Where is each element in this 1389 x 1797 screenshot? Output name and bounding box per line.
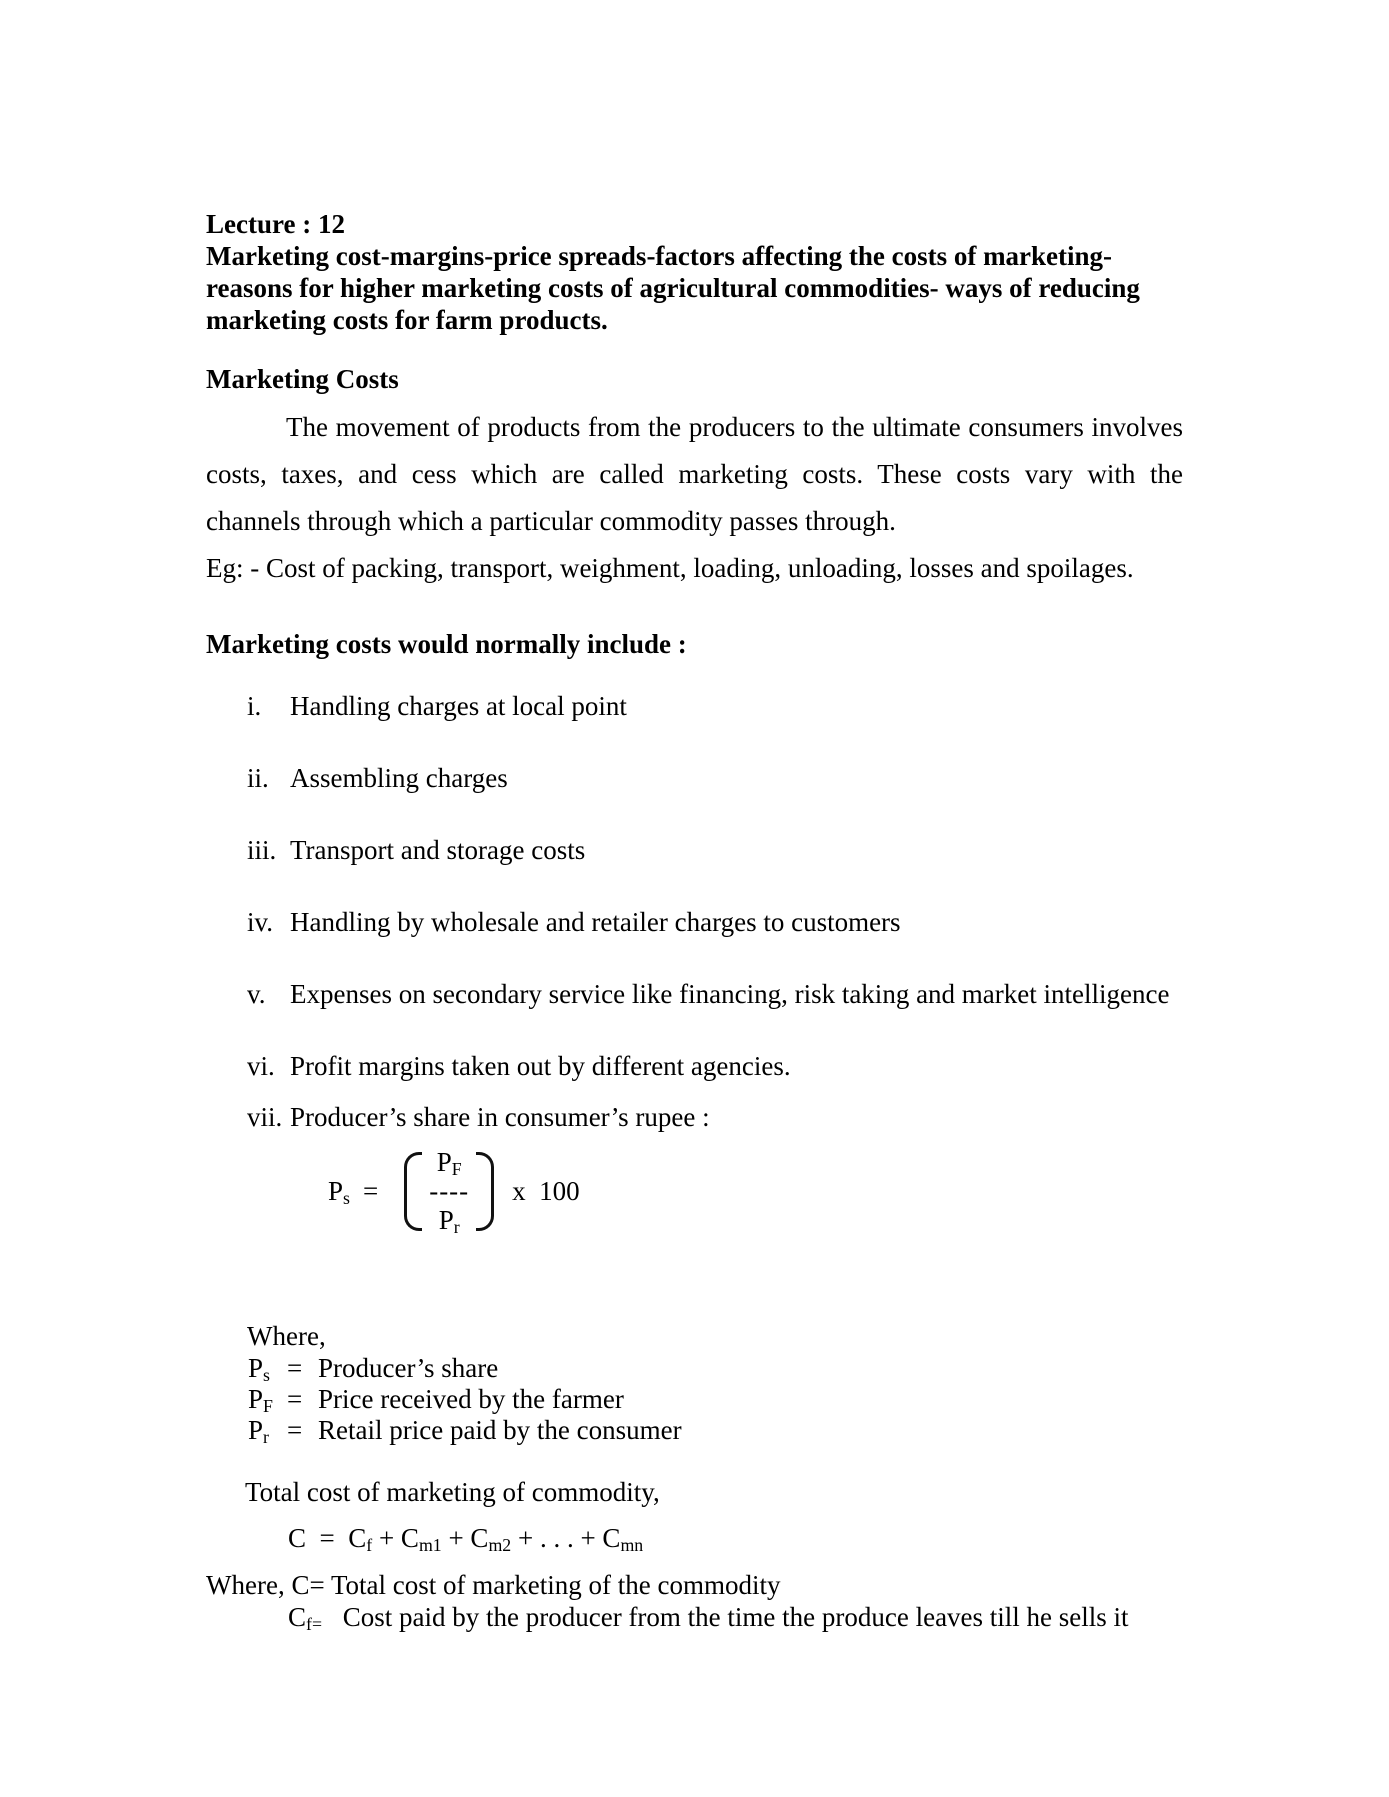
symbol-subscript: s <box>263 1364 270 1385</box>
symbol-base: P <box>248 1415 264 1445</box>
list-item <box>247 834 1183 867</box>
definition-row <box>248 1384 1183 1415</box>
symbol-definitions <box>206 1353 1183 1446</box>
definition-text: Retail price paid by the consumer <box>318 1415 682 1445</box>
equation-subscript: m2 <box>488 1534 512 1555</box>
section-heading-marketing-costs: Marketing Costs <box>206 364 399 394</box>
list-item-numeral: vi. <box>247 1051 275 1081</box>
formula-lhs-base: P <box>328 1176 344 1206</box>
fraction-line: ---- <box>429 1176 470 1206</box>
list-item-text: Transport and storage costs <box>290 835 586 865</box>
list-item-numeral: v. <box>247 979 266 1009</box>
equation-subscript: f <box>366 1534 373 1555</box>
list-item-text: Assembling charges <box>290 763 508 793</box>
fraction-denominator <box>439 1206 460 1235</box>
denominator-base: P <box>438 1205 454 1235</box>
equation-token: + . . . + C <box>511 1523 621 1553</box>
cf-base: C <box>288 1602 307 1632</box>
total-cost-intro: Total cost of marketing of commodity, <box>245 1477 660 1507</box>
fraction-numerator <box>437 1148 462 1177</box>
formula-fraction <box>404 1148 494 1235</box>
formula-equals: = <box>362 1176 379 1206</box>
cf-definition-line <box>206 1601 1183 1634</box>
left-parenthesis-shape <box>404 1152 422 1231</box>
lecture-header <box>206 208 1183 336</box>
symbol-base: P <box>248 1353 264 1383</box>
example-line: Eg: - Cost of packing, transport, weighment, loading, unloading, losses and spoilages. <box>206 553 1134 583</box>
denominator-subscript: r <box>453 1216 460 1237</box>
lecture-title-line-3: marketing costs for farm products. <box>206 305 608 335</box>
cf-subscript: f= <box>306 1613 322 1634</box>
producer-share-formula <box>328 1148 1183 1235</box>
list-item-numeral: ii. <box>247 763 269 793</box>
paragraph-line: channels through which a particular commodity passes through. <box>206 506 896 536</box>
definition-text: Producer’s share <box>318 1353 499 1383</box>
list-item-numeral: i. <box>247 691 262 721</box>
definition-equals: = <box>287 1353 303 1383</box>
paragraph-line: The movement of products from the producers to the ultimate consumers involves <box>286 412 1183 442</box>
list-item <box>247 762 1183 795</box>
list-item-text: Profit margins taken out by different agencies. <box>290 1051 791 1081</box>
list-item-text: Producer’s share in consumer’s rupee : <box>290 1102 710 1132</box>
equation-token: + C <box>441 1523 489 1553</box>
list-item-numeral: iii. <box>247 835 277 865</box>
equation-token: C = C <box>288 1523 367 1553</box>
list-item-numeral: iv. <box>247 907 273 937</box>
symbol-base: P <box>248 1384 264 1414</box>
formula-lhs <box>328 1176 350 1207</box>
paragraph-line: costs, taxes, and cess which are called marketing costs. These costs vary with the <box>206 459 1183 489</box>
formula-multiplier: x 100 <box>512 1176 580 1206</box>
list-item <box>247 978 1183 1011</box>
definition-row <box>248 1415 1183 1446</box>
definition-symbol <box>248 1353 287 1384</box>
list-item-text: Expenses on secondary service like financing, risk taking and market intelligence <box>290 979 1170 1009</box>
lecture-number: Lecture : 12 <box>206 209 345 239</box>
list-item <box>247 690 1183 723</box>
definition-text: Price received by the farmer <box>318 1384 624 1414</box>
cf-definition-text: Cost paid by the producer from the time the produce leaves till he sells it <box>342 1602 1129 1632</box>
list-item <box>247 1101 1183 1134</box>
cf-symbol <box>288 1602 322 1632</box>
total-cost-where-line: Where, C= Total cost of marketing of the commodity <box>206 1570 781 1600</box>
symbol-subscript: r <box>263 1426 269 1447</box>
section-heading-include: Marketing costs would normally include : <box>206 629 687 659</box>
definition-equals: = <box>287 1384 303 1414</box>
list-item-text: Handling by wholesale and retailer charges to customers <box>290 907 901 937</box>
equation-subscript: mn <box>620 1534 644 1555</box>
lecture-title-line-1: Marketing cost-margins-price spreads-factors affecting the costs of marketing- <box>206 241 1113 271</box>
definition-symbol <box>248 1384 287 1415</box>
definition-equals: = <box>287 1415 303 1445</box>
list-item-numeral: vii. <box>247 1102 283 1132</box>
list-item <box>247 906 1183 939</box>
numerator-subscript: F <box>451 1158 462 1179</box>
equation-subscript: m1 <box>418 1534 442 1555</box>
total-cost-equation <box>206 1520 1183 1556</box>
marketing-costs-paragraph <box>206 404 1183 545</box>
numerator-base: P <box>436 1147 452 1177</box>
list-item-text: Handling charges at local point <box>290 691 627 721</box>
definition-row <box>248 1353 1183 1384</box>
formula-lhs-subscript: s <box>343 1187 350 1208</box>
lecture-title-line-2: reasons for higher marketing costs of agricultural commodities- ways of reducing <box>206 273 1140 303</box>
where-label: Where, <box>247 1321 326 1351</box>
definition-symbol <box>248 1415 287 1446</box>
list-item <box>247 1050 1183 1083</box>
marketing-costs-list <box>206 690 1183 1134</box>
fraction-column <box>422 1148 476 1235</box>
symbol-subscript: F <box>263 1395 273 1416</box>
equation-token: + C <box>372 1523 419 1553</box>
right-parenthesis-shape <box>476 1152 494 1231</box>
